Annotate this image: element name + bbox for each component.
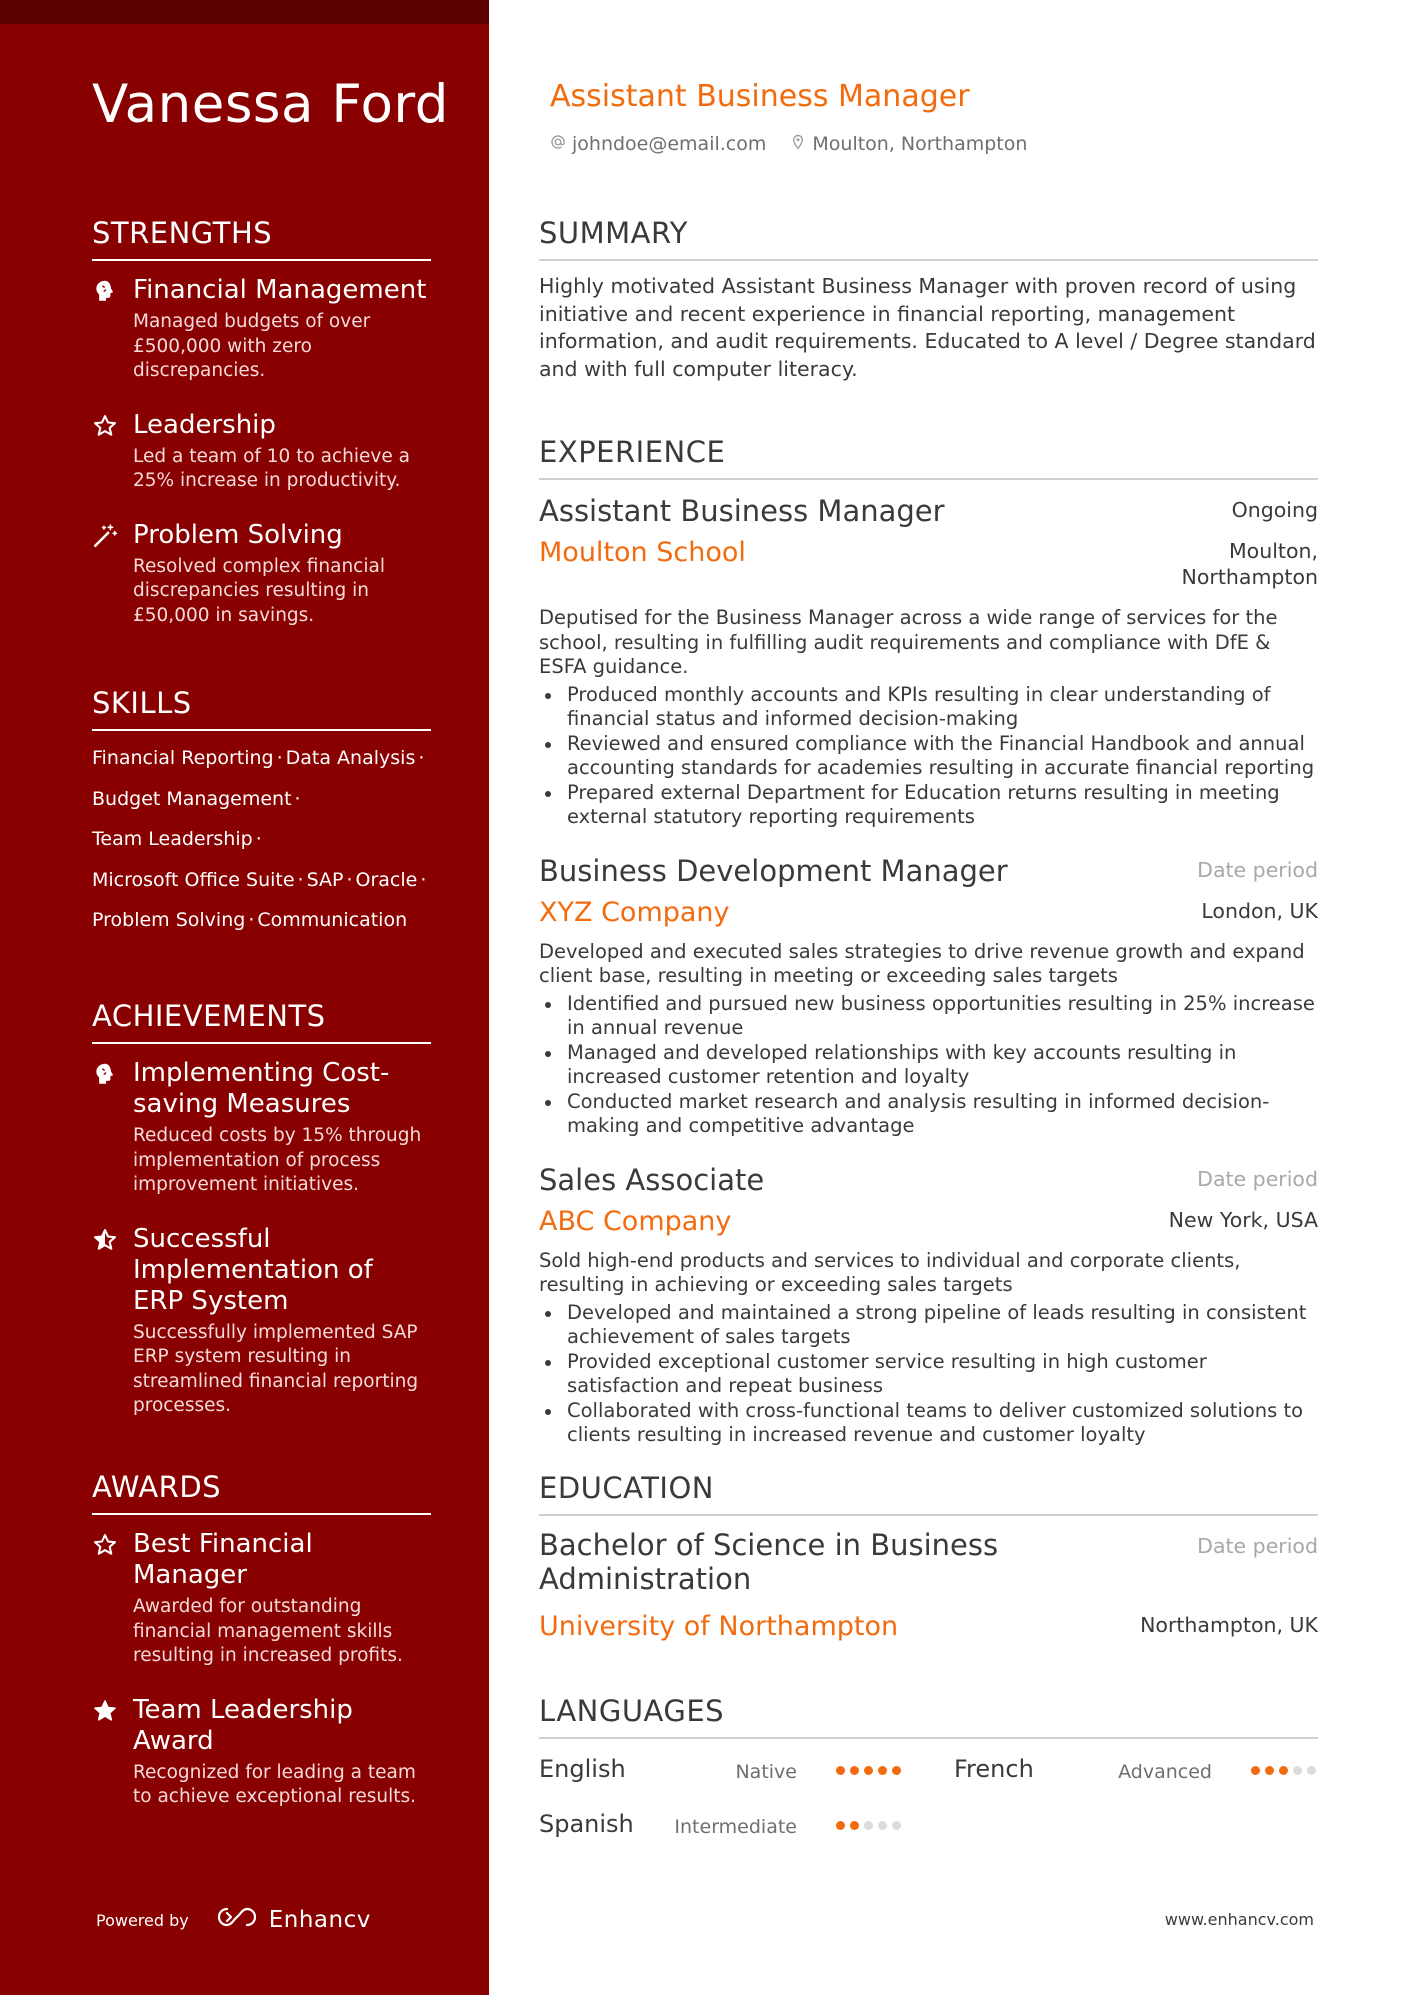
job-description: Deputised for the Business Manager across a wide range of services for the school, resulting in fulfilling audit requirements and compliance with DfE & ESFA guidance. [539,606,1278,678]
strength-title: Problem Solving [133,519,343,550]
sidebar [0,0,489,1995]
job-date: Ongoing [1231,498,1318,522]
education-date: Date period [1197,1534,1318,1558]
award-item [92,1529,431,1669]
languages-grid [539,1755,1318,1865]
skill-separator: · [255,828,262,850]
at-icon [550,133,566,155]
enhancv-logo-icon [215,1906,259,1934]
skill-tag: Data Analysis [285,747,416,769]
candidate-name: Vanessa Ford [92,74,449,135]
skills-row [92,908,431,949]
rating-dot-empty [1307,1766,1316,1775]
job-location: Moulton, Northampton [1181,539,1318,589]
award-desc: Recognized for leading a team to achieve exceptional results. [133,1761,417,1807]
rating-dot-filled [850,1766,859,1775]
brain-icon [92,1061,118,1087]
summary-heading: SUMMARY [539,216,1318,261]
job-title: Assistant Business Manager [539,494,945,528]
job-title: Business Development Manager [539,853,1008,888]
job-bullet: Managed and developed relationships with key accounts resulting in increased customer retention and loyalty [539,1041,1318,1090]
skill-separator: · [276,747,283,769]
skills-list [92,746,431,949]
skills-section [92,686,431,949]
sidebar-top-band [0,0,489,24]
job-company: ABC Company [539,1205,732,1237]
job-date: Date period [1197,1166,1318,1191]
job-entry [539,852,1318,1139]
skill-tag: Team Leadership [92,828,253,850]
star-outline-icon [92,1532,118,1558]
job-bullet: Collaborated with cross-functional teams to deliver customized solutions to clients resulting in increased revenue and customer loyalty [539,1399,1318,1448]
award-title: Team Leadership Award [133,1694,353,1756]
strength-desc: Managed budgets of over £500,000 with zero discrepancies. [133,311,371,381]
skill-separator: · [418,747,425,769]
achievement-desc: Successfully implemented SAP ERP system resulting in streamlined financial reporting processes. [133,1321,419,1416]
job-location: New York, USA [1168,1207,1318,1232]
education-heading: EDUCATION [539,1471,1318,1516]
skill-tag: Budget Management [92,787,292,810]
rating-dot-filled [1279,1766,1288,1775]
language-item [954,1755,1316,1795]
achievement-desc: Reduced costs by 15% through implementation of process improvement initiatives. [133,1125,422,1195]
rating-dot-filled [1265,1766,1274,1775]
rating-dot-filled [850,1821,859,1830]
brain-icon [92,278,118,304]
skill-separator: · [294,787,301,810]
job-entry [539,492,1318,830]
achievements-heading: ACHIEVEMENTS [92,999,431,1044]
email-text: johndoe@email.com [572,133,767,155]
rating-dot-filled [836,1766,845,1775]
job-title: Sales Associate [539,1162,765,1197]
skill-tag: Microsoft Office Suite [92,868,295,891]
rating-dot-empty [864,1821,873,1830]
achievements-section [92,999,431,1419]
magic-wand-icon [92,523,118,549]
strength-item [92,275,431,384]
language-name: Spanish [539,1810,634,1838]
job-bullet-list [539,683,1318,830]
job-bullet-list [539,992,1318,1139]
rating-dot-empty [878,1821,887,1830]
job-entry [539,1161,1318,1448]
achievement-title: Successful Implementation of ERP System [133,1223,373,1316]
skills-row [92,746,431,787]
rating-dot-filled [836,1821,845,1830]
job-title-header: Assistant Business Manager [550,79,970,114]
star-filled-icon [92,1698,118,1724]
rating-dot-filled [864,1766,873,1775]
star-outline-icon [92,413,118,439]
strengths-section [92,216,431,628]
job-bullet-list [539,1301,1318,1448]
skill-separator: · [297,868,304,891]
awards-section [92,1470,431,1810]
strengths-heading: STRENGTHS [92,216,431,261]
job-company: XYZ Company [539,896,730,928]
strength-title: Leadership [133,409,276,440]
rating-dot-empty [1293,1766,1302,1775]
language-rating [836,1766,901,1775]
skill-tag: Communication [257,909,408,931]
experience-heading: EXPERIENCE [539,435,1318,480]
rating-dot-filled [892,1766,901,1775]
job-date: Date period [1197,857,1318,882]
language-level: Advanced [1118,1761,1212,1783]
enhancv-brand: Enhancv [268,1907,371,1933]
strength-item [92,410,431,494]
school-name: University of Northampton [539,1611,899,1642]
enhancv-website-link[interactable]: www.enhancv.com [1164,1910,1314,1929]
job-bullet: Developed and maintained a strong pipeline of leads resulting in consistent achievement of sales targets [539,1301,1318,1350]
job-bullet: Reviewed and ensured compliance with the Financial Handbook and annual accounting standards for academies resulting in accurate financial reporting [539,732,1318,781]
language-rating [1251,1766,1316,1775]
language-name: English [539,1755,626,1783]
enhancv-logo-link[interactable] [215,1906,371,1934]
skill-tag: Financial Reporting [92,747,274,769]
award-title: Best Financial Manager [133,1529,313,1590]
awards-heading: AWARDS [92,1470,431,1515]
skills-heading: SKILLS [92,686,431,731]
language-rating [836,1821,901,1830]
rating-dot-filled [1251,1766,1260,1775]
skills-row [92,868,431,909]
job-bullet: Identified and pursued new business opportunities resulting in 25% increase in annual revenue [539,992,1318,1041]
experience-section [539,435,1318,1448]
achievement-item [92,1224,431,1419]
language-item [539,1755,901,1795]
location-pin-icon [790,133,806,155]
powered-by-label: Powered by [96,1910,189,1930]
education-entry [539,1528,1318,1650]
job-company: Moulton School [539,537,746,568]
achievement-item [92,1058,431,1198]
award-item [92,1695,431,1810]
strength-item [92,520,431,629]
job-bullet: Prepared external Department for Education returns resulting in meeting external statutory reporting requirements [539,781,1318,830]
languages-section [539,1694,1318,1865]
strength-desc: Led a team of 10 to achieve a 25% increase in productivity. [133,445,410,491]
language-level: Intermediate [674,1816,797,1838]
skill-separator: · [346,868,353,891]
education-section [539,1471,1318,1650]
language-level: Native [735,1761,797,1783]
summary-section [539,216,1318,383]
strength-title: Financial Management [133,275,427,305]
rating-dot-filled [878,1766,887,1775]
job-description: Sold high-end products and services to individual and corporate clients, resulting in achieving or exceeding sales targets [539,1248,1241,1296]
skills-row [92,827,431,868]
job-location: London, UK [1201,898,1318,923]
email-link[interactable] [550,133,766,155]
job-bullet: Conducted market research and analysis resulting in informed decision-making and competitive advantage [539,1090,1318,1139]
skill-tag: Oracle [355,868,418,891]
job-bullet: Provided exceptional customer service resulting in high customer satisfaction and repeat business [539,1350,1318,1399]
languages-heading: LANGUAGES [539,1694,1318,1739]
powered-by [96,1906,371,1934]
degree-title: Bachelor of Science in Business Administration [539,1528,999,1596]
location-text: Moulton, Northampton [812,133,1028,155]
location [790,133,1027,155]
job-bullet: Produced monthly accounts and KPIs resulting in clear understanding of financial status and informed decision-making [539,683,1318,732]
strength-desc: Resolved complex financial discrepancies resulting in £50,000 in savings. [133,555,385,626]
achievement-title: Implementing Cost-saving Measures [133,1058,390,1119]
skill-separator: · [248,909,255,931]
skills-row [92,787,431,828]
rating-dot-empty [892,1821,901,1830]
star-half-icon [92,1227,118,1253]
award-desc: Awarded for outstanding financial management skills resulting in increased profits. [133,1596,403,1666]
language-name: French [954,1755,1034,1783]
skill-tag: SAP [306,868,344,891]
contact-row [550,133,1027,155]
skill-separator: · [420,868,427,891]
summary-text: Highly motivated Assistant Business Manager with proven record of using initiative and recent experience in financial reporting, management information, and audit requirements. Educated to A level / Degree standard and with full computer literacy. [539,274,1316,381]
job-description: Developed and executed sales strategies to drive revenue growth and expand client base, resulting in meeting or exceeding sales targets [539,939,1305,987]
language-item [539,1810,901,1850]
school-location: Northampton, UK [1140,1613,1318,1637]
skill-tag: Problem Solving [92,909,246,931]
